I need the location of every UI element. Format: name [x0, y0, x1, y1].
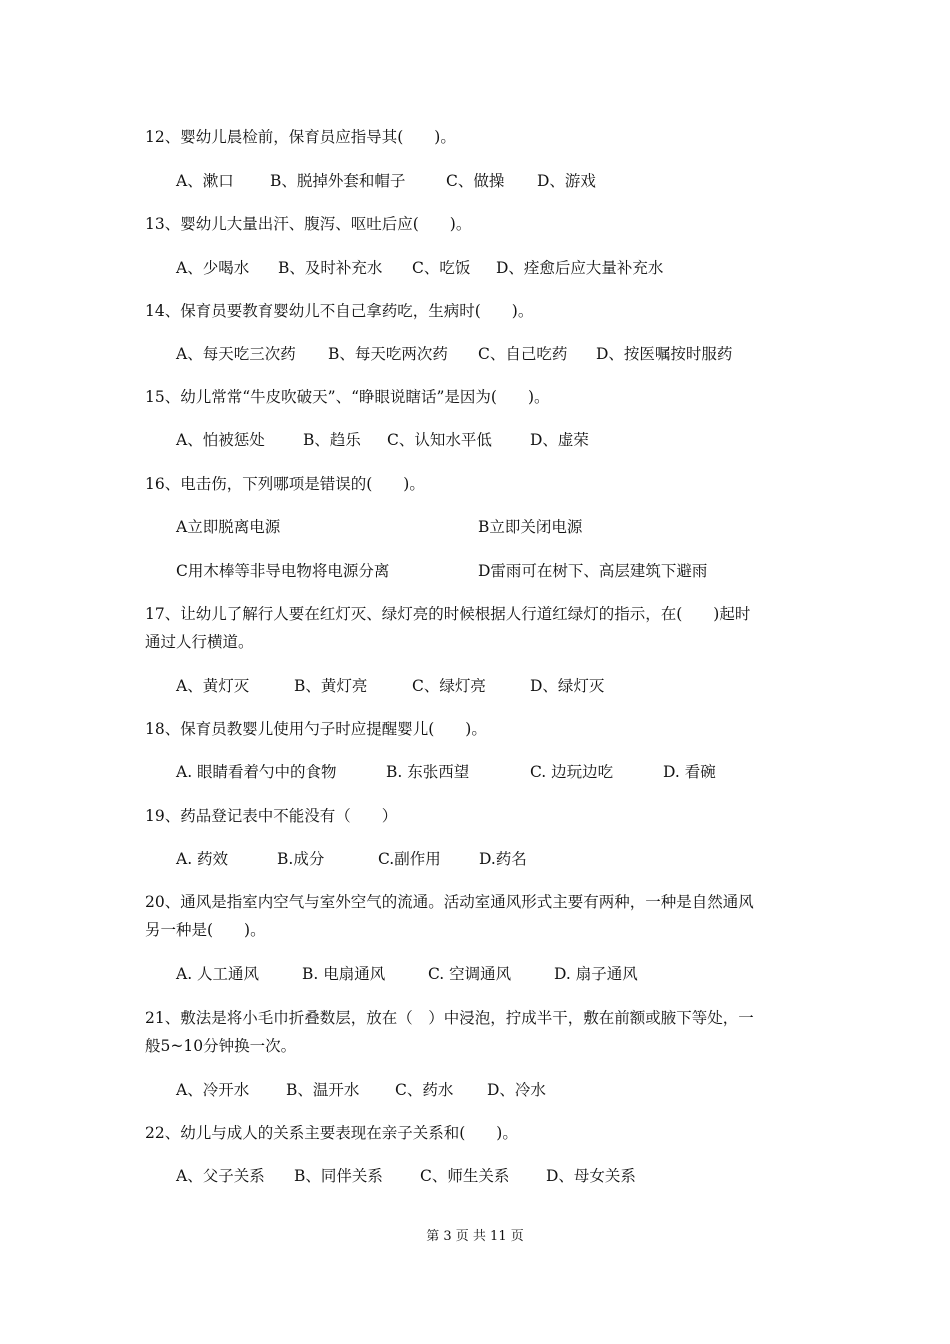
q16-option-a: A立即脱离电源 [176, 518, 281, 536]
q17-option-c: C、绿灯亮 [412, 677, 486, 695]
q22-option-a: A、父子关系 [176, 1167, 265, 1185]
q13-option-d: D、痊愈后应大量补充水 [496, 259, 664, 277]
question-17-text: 17、让幼儿了解行人要在红灯灭、绿灯亮的时候根据人行道红绿灯的指示，在( )起时 [145, 605, 751, 623]
q13-option-a: A、少喝水 [176, 259, 250, 277]
question-20-text: 20、通风是指室内空气与室外空气的流通。活动室通风形式主要有两种，一种是自然通风 [145, 893, 754, 911]
q18-option-c: C. 边玩边吃 [530, 763, 614, 781]
q19-option-c: C.副作用 [378, 850, 441, 868]
q17-option-b: B、黄灯亮 [294, 677, 368, 695]
q16-option-b: B立即关闭电源 [478, 518, 583, 536]
q20-option-c: C. 空调通风 [428, 965, 512, 983]
q15-option-c: C、认知水平低 [387, 431, 492, 449]
q21-option-d: D、冷水 [487, 1081, 546, 1099]
q12-option-d: D、游戏 [537, 172, 596, 190]
q18-option-d: D. 看碗 [663, 763, 716, 781]
question-21-text: 21、敷法是将小毛巾折叠数层，放在（ ）中浸泡，拧成半干，敷在前额或腋下等处，一 [145, 1009, 754, 1027]
q12-option-b: B、脱掉外套和帽子 [270, 172, 406, 190]
q21-option-c: C、药水 [395, 1081, 454, 1099]
q14-option-a: A、每天吃三次药 [176, 345, 296, 363]
q19-option-b: B.成分 [277, 850, 325, 868]
q21-option-a: A、冷开水 [176, 1081, 250, 1099]
q22-option-d: D、母女关系 [546, 1167, 636, 1185]
question-19-text: 19、药品登记表中不能没有（ ） [145, 807, 398, 825]
question-20-text-cont: 另一种是( )。 [145, 921, 266, 939]
q16-option-d: D雷雨可在树下、高层建筑下避雨 [478, 562, 708, 580]
q20-option-a: A. 人工通风 [176, 965, 260, 983]
q20-option-d: D. 扇子通风 [554, 965, 638, 983]
q14-option-c: C、自己吃药 [478, 345, 568, 363]
question-18-text: 18、保育员教婴儿使用勺子时应提醒婴儿( )。 [145, 720, 487, 738]
question-21-text-cont: 般5~10分钟换一次。 [145, 1037, 297, 1055]
q15-option-b: B、趋乐 [303, 431, 361, 449]
q15-option-d: D、虚荣 [530, 431, 589, 449]
q12-option-c: C、做操 [446, 172, 505, 190]
question-12-text: 12、婴幼儿晨检前，保育员应指导其( )。 [145, 128, 456, 146]
question-14-text: 14、保育员要教育婴幼儿不自己拿药吃，生病时( )。 [145, 302, 534, 320]
q16-option-c: C用木棒等非导电物将电源分离 [176, 562, 390, 580]
question-15-text: 15、幼儿常常“牛皮吹破天”、“睁眼说瞎话”是因为( )。 [145, 388, 550, 406]
q19-option-a: A. 药效 [176, 850, 229, 868]
question-16-text: 16、电击伤，下列哪项是错误的( )。 [145, 475, 425, 493]
q19-option-d: D.药名 [479, 850, 527, 868]
q14-option-d: D、按医嘱按时服药 [596, 345, 733, 363]
q21-option-b: B、温开水 [286, 1081, 360, 1099]
q15-option-a: A、怕被惩处 [176, 431, 265, 449]
page-footer: 第 3 页 共 11 页 [426, 1229, 524, 1244]
q13-option-c: C、吃饭 [412, 259, 471, 277]
q18-option-a: A. 眼睛看着勺中的食物 [176, 763, 337, 781]
q17-option-d: D、绿灯灭 [530, 677, 605, 695]
q18-option-b: B. 东张西望 [386, 763, 470, 781]
question-13-text: 13、婴幼儿大量出汗、腹泻、呕吐后应( )。 [145, 215, 472, 233]
question-22-text: 22、幼儿与成人的关系主要表现在亲子关系和( )。 [145, 1124, 518, 1142]
q22-option-c: C、师生关系 [420, 1167, 510, 1185]
q20-option-b: B. 电扇通风 [302, 965, 386, 983]
q14-option-b: B、每天吃两次药 [328, 345, 448, 363]
q22-option-b: B、同伴关系 [294, 1167, 383, 1185]
q12-option-a: A、漱口 [176, 172, 234, 190]
q13-option-b: B、及时补充水 [278, 259, 383, 277]
question-17-text-cont: 通过人行横道。 [145, 633, 254, 651]
q17-option-a: A、黄灯灭 [176, 677, 250, 695]
